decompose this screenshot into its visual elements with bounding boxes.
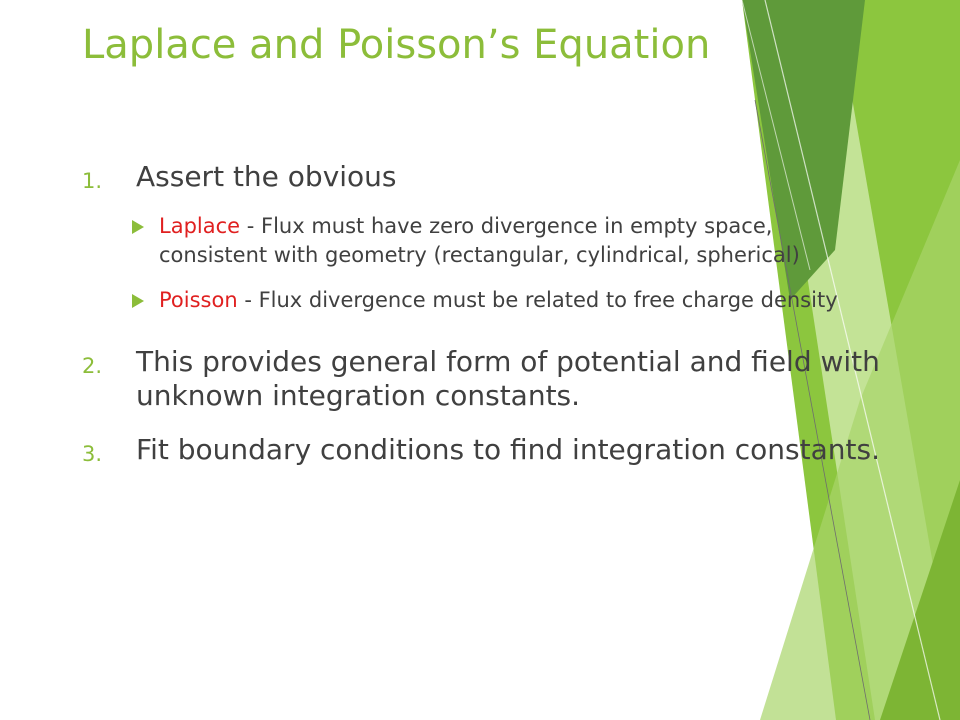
arrow-bullet-icon (132, 220, 144, 234)
slide-content (82, 160, 882, 467)
list-item-1 (82, 160, 882, 194)
list-item-3 (82, 433, 882, 467)
list-item-text: Fit boundary conditions to find integration constants. (136, 433, 880, 466)
sub-item-text: - Flux must have zero divergence in empty space, consistent with geometry (rectangular, cylindrical, spherical) (159, 214, 800, 267)
sub-item-poisson (82, 286, 882, 315)
sub-item-text: - Flux divergence must be related to free charge density (237, 288, 838, 312)
list-number: 2. (82, 354, 103, 378)
list-item-text: Assert the obvious (136, 160, 397, 193)
arrow-bullet-icon (132, 294, 144, 308)
term-laplace: Laplace (159, 214, 241, 238)
term-poisson: Poisson (159, 288, 238, 312)
sub-item-laplace (82, 212, 882, 270)
list-item-2 (82, 345, 882, 413)
list-number: 1. (82, 169, 103, 193)
slide-title: Laplace and Poisson’s Equation (82, 22, 711, 68)
list-number: 3. (82, 442, 103, 466)
list-item-text: This provides general form of potential and field with unknown integration constants. (136, 345, 880, 412)
